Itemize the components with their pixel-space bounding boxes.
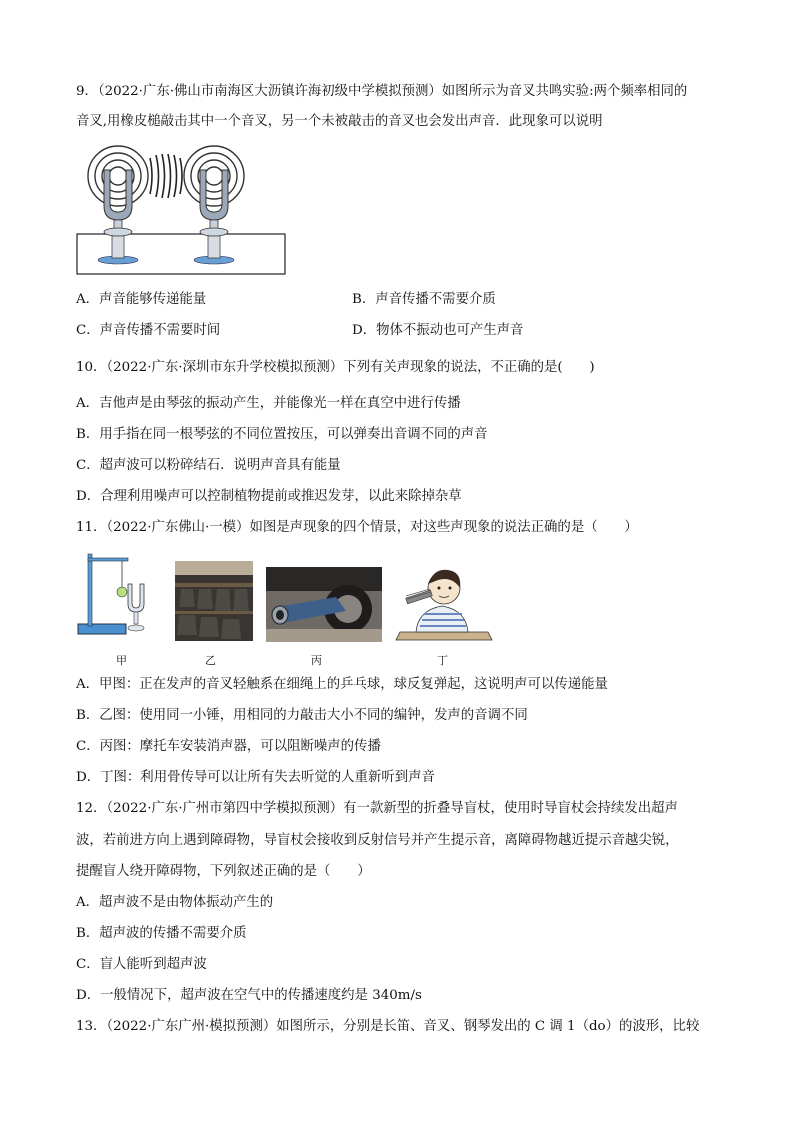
q11-caption-ding: 丁 [437,654,448,667]
q12-stem-line2: 波，若前进方向上遇到障碍物，导盲杖会接收到反射信号并产生提示音，离障碍物越近提示音越尖锐， [76,833,679,848]
q10-option-b: B．用手指在同一根琴弦的不同位置按压，可以弹奏出音调不同的声音 [76,427,488,442]
q11-caption-bing: 丙 [311,654,322,667]
q9-option-b: B．声音传播不需要介质 [352,292,496,307]
q12-option-c: C．盲人能听到超声波 [76,957,207,972]
q9-option-a: A．声音能够传递能量 [76,292,207,307]
q10-stem: 10．（2022·广东·深圳市东升学校模拟预测）下列有关声现象的说法，不正确的是( ) [76,360,595,375]
q10-option-c: C．超声波可以粉碎结石．说明声音具有能量 [76,458,341,473]
q12-stem-line1: 12．（2022·广东·广州市第四中学模拟预测）有一款新型的折叠导盲杖，使用时导盲杖会持续发出超声 [76,801,678,816]
q12-option-b: B．超声波的传播不需要介质 [76,926,247,941]
q11-figure-jia-tuning-fork-pingpong [76,548,156,638]
q11-figure-bing-motorcycle-muffler [266,567,382,642]
q12-option-a: A．超声波不是由物体振动产生的 [76,895,274,910]
q11-option-b: B．乙图：使用同一小锤，用相同的力敲击大小不同的编钟，发声的音调不同 [76,708,528,723]
q9-option-d: D．物体不振动也可产生声音 [352,323,524,338]
q9-stem-line2: 音叉,用橡皮槌敲击其中一个音叉，另一个未被敲击的音叉也会发出声音．此现象可以说明 [76,114,603,129]
q9-stem-line1: 9．（2022·广东·佛山市南海区大沥镇许海初级中学模拟预测）如图所示为音叉共鸣实验:两个频率相同的 [76,84,688,99]
q11-option-c: C．丙图：摩托车安装消声器，可以阻断噪声的传播 [76,739,381,754]
q9-option-c: C．声音传播不需要时间 [76,323,221,338]
q11-caption-jia: 甲 [116,654,127,667]
q11-figure-ding-bone-conduction [394,562,494,642]
q10-option-d: D．合理利用噪声可以控制植物提前或推迟发芽，以此来除掉杂草 [76,489,462,504]
q11-option-d: D．丁图：利用骨传导可以让所有失去听觉的人重新听到声音 [76,770,435,785]
q9-tuning-fork-resonance-figure [76,140,286,276]
q11-caption-yi: 乙 [205,654,216,667]
q11-option-a: A．甲图：正在发声的音叉轻触系在细绳上的乒乓球，球反复弹起，这说明声可以传递能量 [76,677,608,692]
q11-figure-yi-chime-bells [175,561,253,641]
q12-stem-line3: 提醒盲人绕开障碍物，下列叙述正确的是（ ） [76,864,371,879]
q11-stem: 11．（2022·广东佛山·一模）如图是声现象的四个情景，对这些声现象的说法正确的是（ ） [76,520,638,535]
q12-option-d: D．一般情况下，超声波在空气中的传播速度约是 340m/s [76,988,422,1003]
q10-option-a: A．吉他声是由琴弦的振动产生，并能像光一样在真空中进行传播 [76,396,461,411]
q13-stem-line1: 13．（2022·广东广州·模拟预测）如图所示，分别是长笛、音叉、钢琴发出的 C 调 1（do）的波形，比较 [76,1019,700,1034]
